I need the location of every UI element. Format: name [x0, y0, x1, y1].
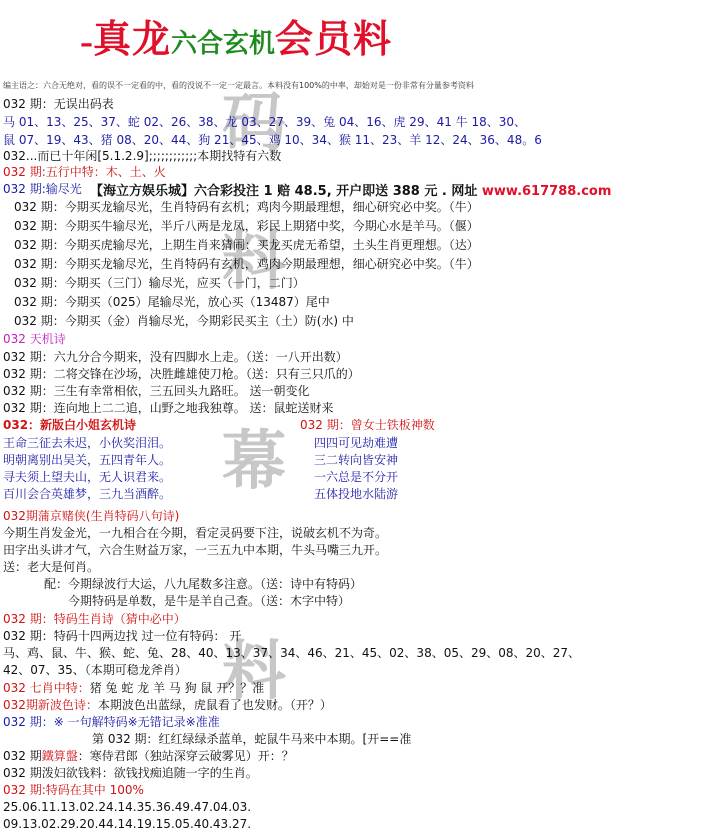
watermark-char: 幕 — [222, 424, 286, 499]
tianji-heading: 032 天机诗 — [3, 332, 66, 346]
tail-label: 032 七肖中特： — [3, 681, 90, 695]
tail2-value: ：寒侍君郎（独站深穿云破雾见）开：？ — [77, 749, 294, 763]
tianji-row: 032 期：连向地上二二追，山野之地我独尊。 送：鼠蛇送财来 — [3, 401, 334, 415]
ad-url[interactable]: www.617788.com — [481, 184, 612, 199]
dupu-row: 今期生肖发金光，一九相合在今期，看定灵码要下注，说破玄机不为奇。 — [3, 526, 388, 540]
title-dash: – — [80, 29, 93, 59]
xuanji-left-row: 王命三征去未迟，小伙奖泪泪。 — [3, 436, 172, 450]
dupu-row: 送：老大是何肖。 — [3, 560, 100, 574]
dupu-heading: 032期蒲京赌侠(生肖特码八句诗) — [3, 509, 180, 523]
xuanji-heading-left: 032：新版白小姐玄机诗 — [3, 418, 137, 432]
xuanji-left-row: 百川会合英雄梦，三九当酒醉。 — [3, 487, 172, 501]
tail2-row: 032 期:特码在其中 100% — [3, 783, 144, 797]
xuanji-right-row: 五体投地水陆游 — [314, 487, 399, 501]
tail-row — [3, 680, 264, 696]
tail2-row: 25.06.11.13.02.24.14.35.36.49.47.04.03. — [3, 800, 252, 814]
notice-text: 编主语之：六合无绝对，看的误不一定看的中，看的没说不一定一定最言。本料没有100%的中率，却始对是一份非常有分量参考资料 — [3, 81, 474, 90]
line: 032 期:输尽光 — [3, 182, 82, 196]
tail-value: 猪 兔 蛇 龙 羊 马 狗 鼠 开？？准 — [89, 681, 265, 695]
title-part2: 六合玄机 — [171, 29, 276, 59]
page-title — [80, 8, 392, 63]
tianji-row: 032 期：六九分合今期来，没有四脚水上走。（送：一八开出数） — [3, 350, 348, 364]
tail2-row: 032 期泼妇欲钱料：欲钱找痴追随一字的生肖。 — [3, 766, 258, 780]
ad-text: 【海立方娱乐城】六合彩投注 1 赔 48.5, 开户即送 388 元 . 网址 — [90, 184, 482, 199]
tail-value: 本期波色出蓝绿，虎鼠看了也发财。（开？） — [97, 698, 332, 712]
dupu-sub-row: 配：今期绿波行大运，八九尾数多注意。（送：诗中有特码） — [44, 577, 363, 591]
line: 032 期:五行中特：木、土、火 — [3, 165, 166, 179]
tianji-row: 032 期：三生有幸常相依，三五回头九路旺。 送一朝变化 — [3, 384, 310, 398]
poem-row: 032 期：今期买虎输尽光，上期生肖来猜闹：买龙买虎无希望，土头生肖更理想。（达） — [14, 238, 479, 252]
line: 马 01、13、25、37、蛇 02、26、38、龙 03、27、39、兔 04、16、虎 29、41 牛 18、30、 — [3, 115, 527, 129]
dupu-row: 田字出头讲才气，六合生财益万家，一三五九中本期，牛头马嘴三九开。 — [3, 543, 388, 557]
poem-row: 032 期：今期买（025）尾输尽光，放心买（13487）尾中 — [14, 295, 330, 309]
xuanji-heading-right: 032 期：曾女士铁板神数 — [300, 418, 435, 432]
tail-row: 032 期：※ 一句解特码※无错记录※准准 — [3, 715, 220, 729]
tail2-row — [3, 748, 294, 764]
line: 鼠 07、19、43、猪 08、20、44、狗 21、45、鸡 10、34、猴 11、23、羊 12、24、36、48。6 — [3, 133, 542, 147]
poem-row: 032 期：今期买（三门）输尽光，应买（一门，二门） — [14, 276, 305, 290]
dupu-sub-row: 今期特码是单数，是牛是羊自己查。（送：木字中特） — [68, 594, 351, 608]
xuanji-left-row: 寻夫须上望夫山，无人识君来。 — [3, 470, 172, 484]
title-part3: 会员料 — [275, 16, 393, 61]
tail-label: 032期新波色诗： — [3, 698, 98, 712]
poem-row: 032 期：今期买龙输尽光，生肖特码有玄机，鸡肉今期最理想，细心研究必中奖。（牛） — [14, 257, 479, 271]
tema-row: 马、鸡、鼠、牛、猴、蛇、兔、28、40、13、37、34、46、21、45、02、38、05、29、08、20、27、 — [3, 646, 581, 660]
poem-row: 032 期：今期买（金）肖输尽光，今期彩民买主（土）防(水) 中 — [14, 314, 354, 328]
xuanji-right-row: 三二转向皆安神 — [314, 453, 399, 467]
watermark-char: 料 — [222, 224, 286, 299]
ad-banner — [90, 180, 611, 199]
watermark-char: 码 — [222, 86, 286, 161]
watermark-char: 料 — [222, 634, 286, 709]
tail2-row: 第 032 期：红红绿绿杀蓝单，蛇鼠牛马来中本期。[开==准 — [92, 732, 412, 746]
tema-heading: 032 期：特码生肖诗（猜中必中） — [3, 612, 186, 626]
tema-row: 42、07、35、（本期可稳龙斧肖） — [3, 663, 187, 677]
tianji-row: 032 期：二将交锋在沙场，决胜雌雄使刀枪。（送：只有三只爪的） — [3, 367, 360, 381]
line: 032 期：无误出码表 — [3, 97, 114, 111]
title-part1: 真龙 — [93, 16, 172, 61]
tail2-row: 09.13.02.29.20.44.14.19.15.05.40.43.27. — [3, 817, 252, 831]
tail2-label: 032 期 — [3, 749, 42, 763]
poem-row: 032 期：今期买龙输尽光，生肖特码有玄机；鸡肉今期最理想，细心研究必中奖。（牛） — [14, 200, 479, 214]
xuanji-right-row: 四四可见劫难遭 — [314, 436, 399, 450]
tail-row — [3, 697, 332, 713]
poem-row: 032 期：今期买牛输尽光，半斤八两是龙凤，彩民上期猪中奖，今期心水是羊马。（偃） — [14, 219, 479, 233]
tail2-mid: 鐵算盤 — [41, 749, 78, 763]
tema-row: 032 期：特码十四两边找 过一位有特码： 开 — [3, 629, 242, 643]
xuanji-right-row: 一六总是不分开 — [314, 470, 399, 484]
xuanji-left-row: 明朝离别出吴关，五四青年人。 — [3, 453, 172, 467]
line: 032...而已十年闲[5.1.2.9];;;;;;;;;;;;本期找特有六数 — [3, 149, 282, 163]
